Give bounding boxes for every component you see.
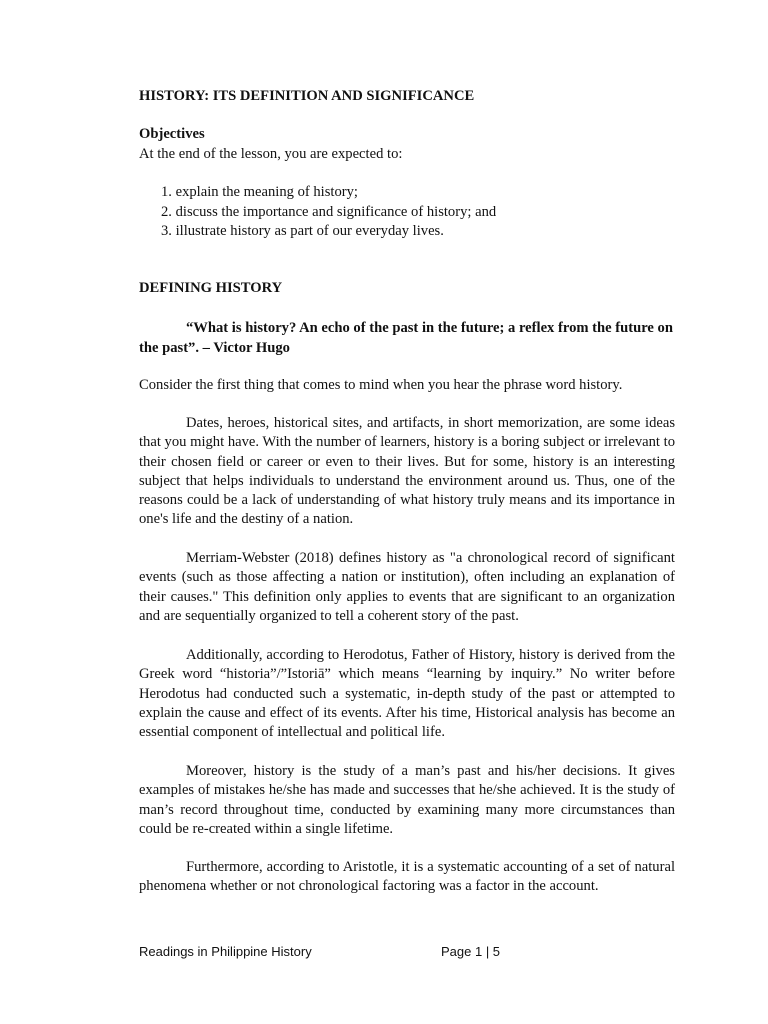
section-heading: DEFINING HISTORY (139, 280, 283, 296)
footer-course-title: Readings in Philippine History (139, 944, 312, 959)
footer-page-number: Page 1 | 5 (441, 944, 501, 959)
paragraph-merriam-webster: Merriam-Webster (2018) defines history as "a chronological record of significant events (such as those affecting a nation or institution), often including an explanation of their causes." This definition only applies to events that are significant to an organization and are sequentially organized to tell a coherent story of the past. (139, 550, 675, 624)
objective-item: 2. discuss the importance and significance of history; and (161, 203, 497, 220)
victor-hugo-quote: “What is history? An echo of the past in the future; a reflex from the future on the past”. – Victor Hugo (139, 320, 673, 356)
page-footer (139, 944, 675, 964)
objectives-heading: Objectives (139, 126, 205, 142)
objectives-intro: At the end of the lesson, you are expected to: (139, 146, 403, 162)
paragraph-aristotle: Furthermore, according to Aristotle, it is a systematic accounting of a set of natural phenomena whether or not chronological factoring was a factor in the account. (139, 859, 675, 895)
paragraph-ideas: Dates, heroes, historical sites, and artifacts, in short memorization, are some ideas that you might have. With the number of learners, history is a boring subject or irrelevant to their chosen field or career or even to their lives. But for some, history is an interesting subject that helps individuals to understand the environment around us. Thus, one of the reasons could be a lack of understanding of what history truly means and its importance in one's life and the destiny of a nation. (139, 415, 675, 528)
objective-item: 1. explain the meaning of history; (161, 184, 358, 200)
paragraph-intro: Consider the first thing that comes to mind when you hear the phrase word history. (139, 377, 623, 393)
paragraph-study-of-man: Moreover, history is the study of a man’s past and his/her decisions. It gives examples of mistakes he/she has made and successes that he/she achieved. It is the study of man’s record throughout time, conducted by examining many more circumstances than could be re-created within a single lifetime. (139, 763, 675, 837)
document-title: HISTORY: ITS DEFINITION AND SIGNIFICANCE (139, 88, 475, 104)
paragraph-herodotus: Additionally, according to Herodotus, Father of History, history is derived from the Greek word “historia”/”Istoriā” which means “learning by inquiry.” No writer before Herodotus had conducted such a systematic, in-depth study of the past or attempted to explain the cause and effect of its events. After his time, Historical analysis has become an essential component of intellectual and political life. (139, 647, 675, 741)
objectives-list (161, 183, 496, 242)
objective-item: 3. illustrate history as part of our everyday lives. (161, 223, 444, 239)
